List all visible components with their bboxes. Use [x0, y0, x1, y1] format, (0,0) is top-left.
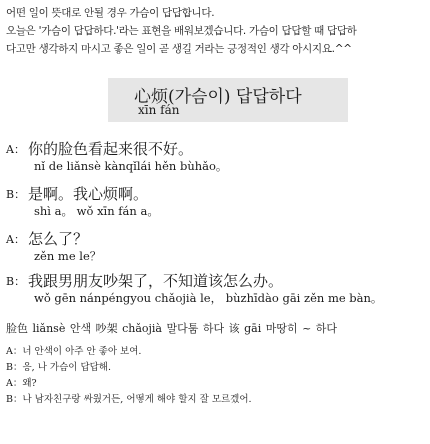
- speaker-label: A：: [6, 233, 25, 246]
- title-box: [108, 78, 348, 122]
- speaker-label: B：: [6, 188, 26, 201]
- translation-line: B：응, 나 가슴이 답답해.: [6, 362, 111, 373]
- dialogue-chinese: 我跟男朋友吵架了，不知道该怎么办。: [28, 272, 284, 290]
- intro-line-3: 다고만 생각하지 마시고 좋은 일이 곧 생길 거라는 긍정적인 생각 아시지요.^^: [6, 43, 352, 55]
- dialogue-chinese: 是啊。我心烦啊。: [28, 185, 149, 203]
- translation-line: B：나 남자친구랑 싸웠거든, 어떻게 해야 할지 잘 모르겠어.: [6, 394, 252, 405]
- dialogue-pinyin: shì a。 wǒ xīn fán a。: [34, 204, 159, 218]
- speaker-label: B：: [6, 275, 26, 288]
- vocabulary-line: 脸色 liǎnsè 안색 吵架 chǎojià 말다툼 하다 该 gāi 마땅히 ~ 하다: [6, 322, 338, 335]
- dialogue-pinyin: wǒ gēn nánpéngyou chǎojià le， bùzhīdào gāi zěn me bàn。: [34, 291, 383, 305]
- title-chinese: 心烦(가슴이) 답답하다: [134, 87, 302, 107]
- intro-line-1: 어떤 일이 뜻대로 안될 경우 가슴이 답답합니다.: [6, 7, 215, 19]
- dialogue-chinese: 怎么了？: [28, 230, 89, 248]
- translation-line: A：너 안색이 아주 안 좋아 보여.: [6, 346, 142, 357]
- intro-paragraph: [6, 4, 426, 58]
- translation-line: A：왜?: [6, 378, 37, 389]
- title-pinyin: xīn fán: [138, 103, 180, 117]
- dialogue-pinyin: zěn me le？: [34, 249, 102, 263]
- dialogue-chinese: 你的脸色看起来很不好。: [28, 140, 194, 158]
- speaker-label: A：: [6, 143, 25, 156]
- dialogue-pinyin: nǐ de liǎnsè kànqǐlái hěn bùhǎo。: [34, 159, 228, 173]
- intro-line-2: 오늘은 '가슴이 답답하다.'라는 표현을 배워보겠습니다. 가슴이 답답할 때 답답하: [6, 25, 357, 37]
- translation-block: [6, 344, 252, 408]
